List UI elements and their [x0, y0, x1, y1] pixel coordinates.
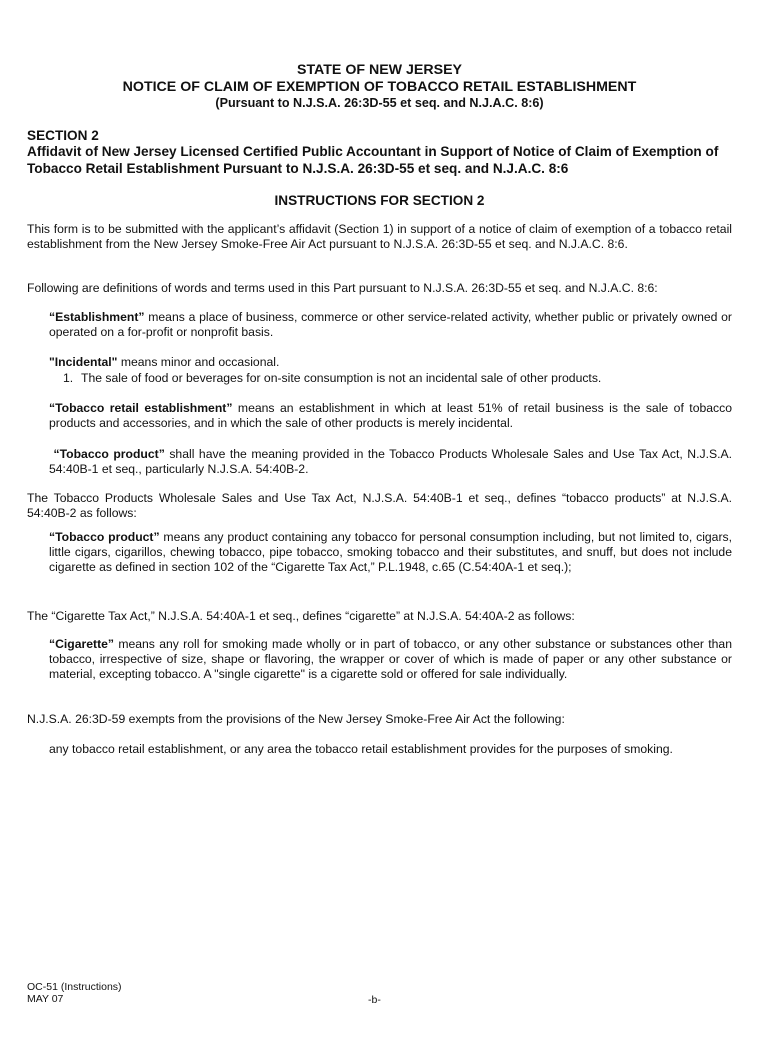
definition-tobacco-retail-establishment: [49, 401, 732, 431]
def-tobacco-product-2: means any product containing any tobacco for personal consumption including, but not limited to, cigars, little cigars, cigarillos, chewing tobacco, pipe tobacco, smoking tobacco and their substitutes, and snuff, but does not include cigarette as defined in section 102 of the “Cigarette Tax Act,” P.L.1948, c.65 (C.54:40A-1 et seq.);: [49, 530, 732, 575]
exemption-intro: N.J.S.A. 26:3D-59 exempts from the provisions of the New Jersey Smoke-Free Air Act the following:: [27, 712, 565, 726]
instructions-title: INSTRUCTIONS FOR SECTION 2: [274, 193, 485, 208]
tobacco-act-intro: The Tobacco Products Wholesale Sales and Use Tax Act, N.J.S.A. 54:40B-1 et seq., defines “tobacco products” at N.J.S.A. 54:40B-2 as follows:: [27, 491, 732, 521]
term-tobacco-product: “Tobacco product”: [53, 447, 165, 461]
footer-date: MAY 07: [27, 993, 64, 1005]
exemption-text: any tobacco retail establishment, or any area the tobacco retail establishment provides for the purposes of smoking.: [49, 742, 673, 756]
definition-establishment: [49, 310, 732, 340]
def-tre: means an establishment in which at least 51% of retail business is the sale of tobacco products and accessories, and in which the sale of other products is merely incidental.: [49, 401, 732, 431]
definition-incidental: [49, 355, 732, 370]
cigarette-act-intro: The “Cigarette Tax Act,” N.J.S.A. 54:40A-1 et seq., defines “cigarette” at N.J.S.A. 54:40A-2 as follows:: [27, 609, 575, 623]
term-cigarette: “Cigarette”: [49, 637, 115, 651]
header-notice-title: NOTICE OF CLAIM OF EXEMPTION OF TOBACCO RETAIL ESTABLISHMENT: [122, 79, 637, 95]
definition-tobacco-product: [49, 447, 732, 477]
term-incidental: "Incidental": [49, 355, 118, 369]
def-cigarette: means any roll for smoking made wholly or in part of tobacco, or any other substance or substances other than tobacco, irrespective of size, shape or flavoring, the wrapper or cover of which is made of paper or any other substance or material, excepting tobacco. A "single cigarette" is a cigarette sold or offered for sale individually.: [49, 637, 732, 682]
intro-paragraph: This form is to be submitted with the applicant’s affidavit (Section 1) in support of a notice of claim of exemption of a tobacco retail establishment from the New Jersey Smoke-Free Air Act pursuant to N.J.S.A. 26:3D-55 et seq. and N.J.A.C. 8:6.: [27, 222, 732, 252]
definitions-intro: Following are definitions of words and terms used in this Part pursuant to N.J.S.A. 26:3D-55 et seq. and N.J.A.C. 8:6:: [27, 281, 658, 295]
section-heading: SECTION 2: [27, 128, 99, 143]
def-incidental: means minor and occasional.: [117, 355, 280, 369]
list-number: 1.: [63, 371, 74, 385]
definition-tobacco-product-statute: [49, 530, 732, 576]
term-establishment: “Establishment”: [49, 310, 145, 324]
term-tre: “Tobacco retail establishment”: [49, 401, 233, 415]
def-tobacco-product: shall have the meaning provided in the Tobacco Products Wholesale Sales and Use Tax Act, N.J.S.A. 54:40B-1 et seq., particularly N.J.S.A. 54:40B-2.: [49, 447, 732, 477]
def-establishment: means a place of business, commerce or other service-related activity, whether public or privately owned or operated on a for-profit or nonprofit basis.: [49, 310, 732, 340]
list-text: The sale of food or beverages for on-site consumption is not an incidental sale of other products.: [81, 371, 602, 385]
section-subtitle: Affidavit of New Jersey Licensed Certified Public Accountant in Support of Notice of Claim of Exemption of Tobacco Retail Establishment Pursuant to N.J.S.A. 26:3D-55 et seq. and N.J.A.C. 8:6: [27, 144, 719, 176]
header-pursuant: (Pursuant to N.J.S.A. 26:3D-55 et seq. and N.J.A.C. 8:6): [215, 96, 544, 110]
header-state: STATE OF NEW JERSEY: [296, 62, 462, 78]
definition-cigarette: [49, 637, 732, 683]
footer-form-id: OC-51 (Instructions): [27, 981, 122, 993]
term-tobacco-product-2: “Tobacco product”: [49, 530, 160, 544]
incidental-list-item: [49, 371, 732, 386]
page-number: -b-: [368, 994, 381, 1006]
